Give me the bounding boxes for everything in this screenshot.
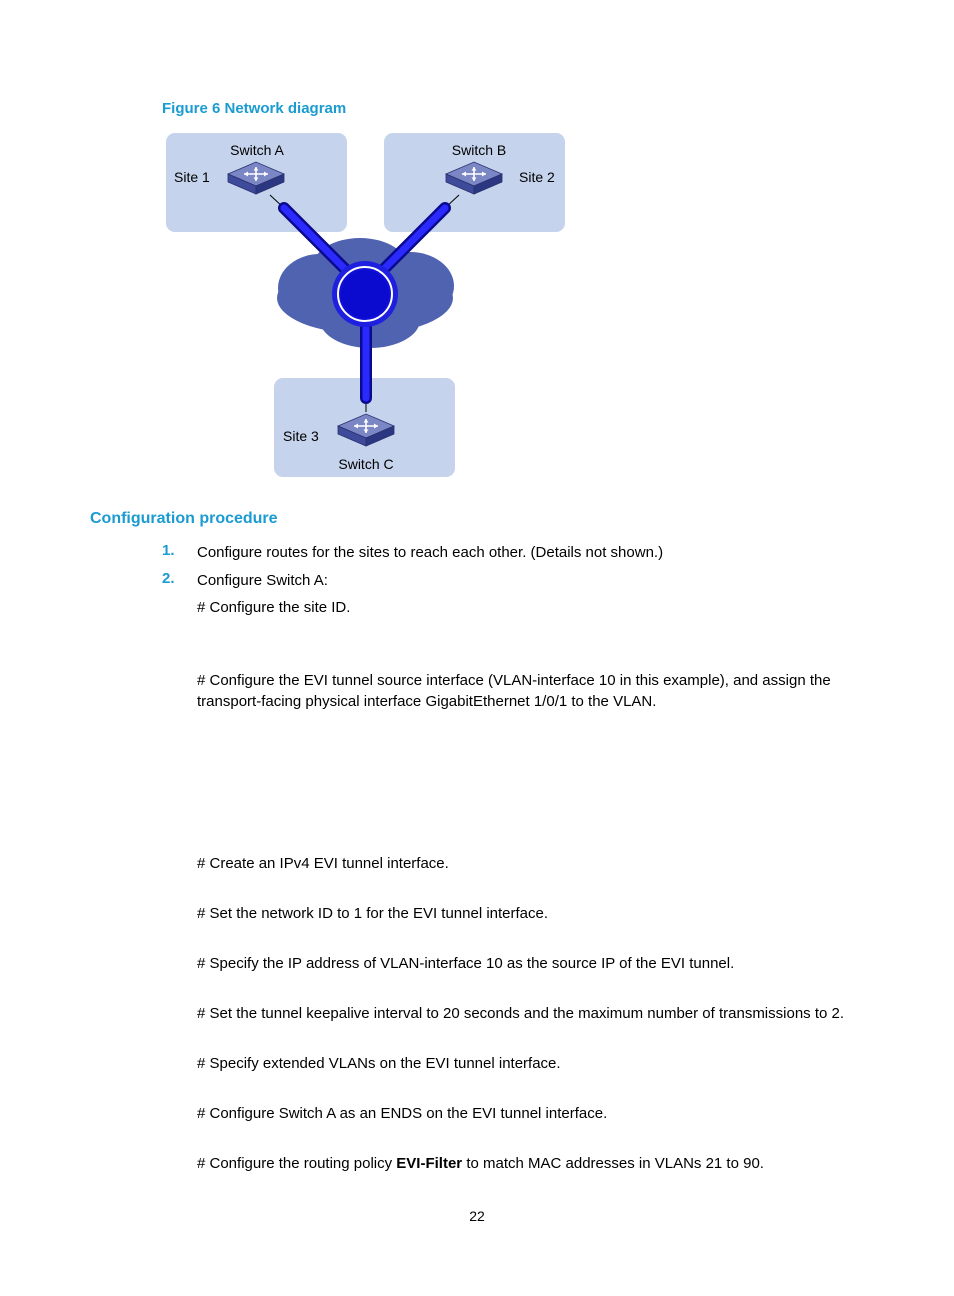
step-number: 2.	[162, 570, 175, 587]
switch-a-label: Switch A	[230, 142, 284, 158]
comment-network-id: # Set the network ID to 1 for the EVI tunnel interface.	[197, 905, 549, 922]
comment-routing-policy-suffix: to match MAC addresses in VLANs 21 to 90.	[462, 1155, 764, 1172]
step-number: 1.	[162, 542, 175, 559]
comment-tunnel-source-cont: transport-facing physical interface GigabitEthernet 1/0/1 to the VLAN.	[197, 693, 657, 710]
page-number: 22	[469, 1208, 485, 1224]
figure-title: Figure 6 Network diagram	[162, 100, 347, 117]
switch-c-label: Switch C	[338, 456, 394, 472]
step-text: Configure routes for the sites to reach each other. (Details not shown.)	[197, 544, 664, 561]
comment-ends: # Configure Switch A as an ENDS on the EVI tunnel interface.	[197, 1105, 608, 1122]
comment-routing-policy-prefix: # Configure the routing policy	[197, 1155, 397, 1172]
site1-label: Site 1	[174, 169, 210, 185]
comment-keepalive: # Set the tunnel keepalive interval to 20 seconds and the maximum number of transmissions to 2.	[197, 1005, 845, 1022]
comment-source-ip: # Specify the IP address of VLAN-interface 10 as the source IP of the EVI tunnel.	[197, 955, 735, 972]
tunnel-hub-icon	[332, 261, 398, 327]
step-text: Configure Switch A:	[197, 572, 328, 589]
network-diagram	[160, 128, 580, 484]
site3-label: Site 3	[283, 428, 319, 444]
comment-tunnel-source: # Configure the EVI tunnel source interface (VLAN-interface 10 in this example), and assign the	[197, 672, 831, 689]
comment-extended-vlans: # Specify extended VLANs on the EVI tunnel interface.	[197, 1055, 561, 1072]
section-title: Configuration procedure	[90, 510, 278, 527]
comment-routing-policy	[197, 1153, 764, 1174]
comment-create-tunnel: # Create an IPv4 EVI tunnel interface.	[197, 855, 449, 872]
policy-name: EVI-Filter	[396, 1155, 463, 1172]
site2-label: Site 2	[519, 169, 555, 185]
switch-b-label: Switch B	[451, 142, 507, 158]
comment-site-id: # Configure the site ID.	[197, 599, 351, 616]
